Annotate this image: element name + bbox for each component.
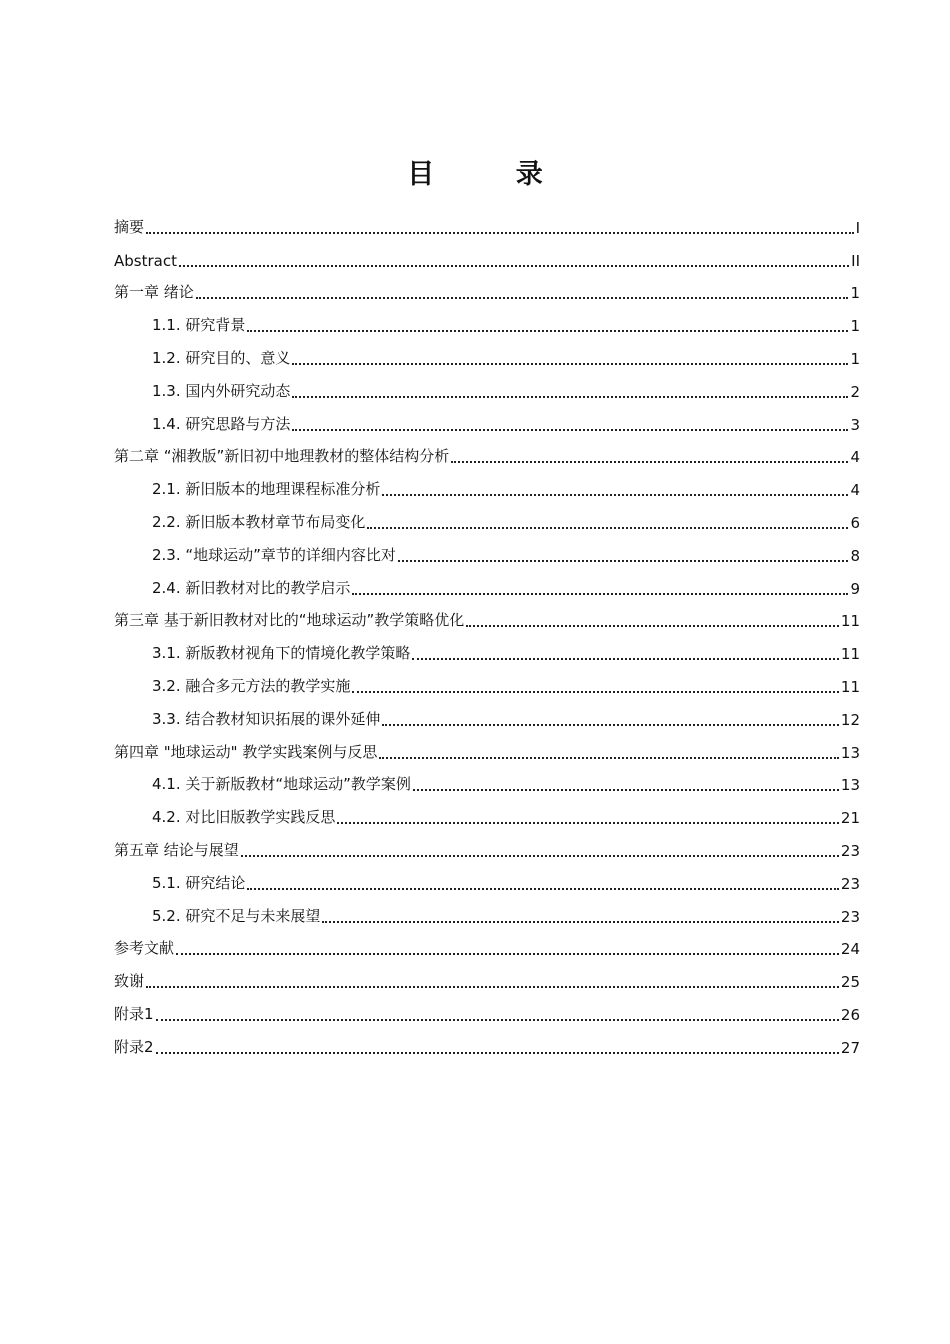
- toc-entry[interactable]: [114, 470, 860, 503]
- toc-entry[interactable]: [114, 930, 860, 963]
- toc-entry[interactable]: [114, 962, 860, 995]
- toc-entry-label: 附录1: [114, 1004, 154, 1023]
- toc-leader-dots: [413, 785, 839, 791]
- toc-entry-label: 第二章 “湘教版”新旧初中地理教材的整体结构分析: [114, 447, 450, 466]
- toc-leader-dots: [196, 293, 849, 299]
- toc-leader-dots: [379, 753, 839, 759]
- toc-entry-page: 11: [840, 677, 860, 696]
- toc-entry-label: 5.2. 研究不足与未来展望: [152, 906, 321, 925]
- toc-entry[interactable]: [114, 1028, 860, 1061]
- toc-leader-dots: [241, 851, 839, 857]
- toc-entry-label: 致谢: [114, 972, 145, 991]
- toc-entry[interactable]: [114, 864, 860, 897]
- toc-entry[interactable]: [114, 667, 860, 700]
- toc-entry-label: 摘要: [114, 217, 145, 236]
- toc-entry[interactable]: [114, 634, 860, 667]
- toc-entry-page: 23: [840, 874, 860, 893]
- toc-entry-page: 11: [840, 612, 860, 631]
- toc-leader-dots: [352, 687, 839, 693]
- toc-leader-dots: [352, 589, 848, 595]
- toc-leader-dots: [382, 720, 839, 726]
- toc-entry-page: 6: [850, 513, 860, 532]
- toc-entry-page: 2: [850, 382, 860, 401]
- toc-entry-page: 1: [850, 317, 860, 336]
- toc-entry-label: 参考文献: [114, 939, 175, 958]
- toc-entry[interactable]: [114, 405, 860, 438]
- toc-entry-label: 1.1. 研究背景: [152, 316, 246, 335]
- toc-entry-label: 3.3. 结合教材知识拓展的课外延伸: [152, 709, 381, 728]
- toc-entry-label: 2.4. 新旧教材对比的教学启示: [152, 578, 351, 597]
- toc-entry-page: I: [855, 218, 860, 237]
- toc-entry[interactable]: [114, 536, 860, 569]
- toc-entry-page: 26: [840, 1005, 860, 1024]
- toc-entry-label: 1.3. 国内外研究动态: [152, 381, 291, 400]
- toc-entry[interactable]: [114, 733, 860, 766]
- table-of-contents: [114, 208, 860, 1061]
- toc-entry-page: 11: [840, 645, 860, 664]
- toc-entry-label: 第三章 基于新旧教材对比的“地球运动”教学策略优化: [114, 611, 465, 630]
- toc-entry[interactable]: [114, 798, 860, 831]
- toc-entry-page: 25: [840, 973, 860, 992]
- toc-entry[interactable]: [114, 274, 860, 307]
- toc-entry-page: 4: [850, 481, 860, 500]
- toc-entry[interactable]: [114, 602, 860, 635]
- toc-entry-page: 24: [840, 940, 860, 959]
- toc-entry-page: 23: [840, 907, 860, 926]
- toc-leader-dots: [322, 917, 839, 923]
- toc-entry-label: 3.2. 融合多元方法的教学实施: [152, 676, 351, 695]
- toc-leader-dots: [412, 654, 839, 660]
- toc-leader-dots: [247, 884, 839, 890]
- toc-leader-dots: [292, 425, 848, 431]
- toc-entry-page: 1: [850, 349, 860, 368]
- toc-entry[interactable]: [114, 339, 860, 372]
- toc-entry-page: 3: [850, 415, 860, 434]
- toc-leader-dots: [146, 228, 854, 234]
- toc-entry-label: 第五章 结论与展望: [114, 840, 239, 859]
- toc-entry-label: 2.3. “地球运动”章节的详细内容比对: [152, 545, 396, 564]
- toc-leader-dots: [398, 556, 849, 562]
- toc-entry-page: 8: [850, 546, 860, 565]
- toc-entry-label: 5.1. 研究结论: [152, 873, 246, 892]
- toc-entry[interactable]: [114, 208, 860, 241]
- toc-entry-page: 23: [840, 841, 860, 860]
- toc-leader-dots: [146, 982, 839, 988]
- toc-entry-page: 4: [850, 448, 860, 467]
- toc-entry[interactable]: [114, 766, 860, 799]
- toc-entry-label: 4.1. 关于新版教材“地球运动”教学案例: [152, 775, 411, 794]
- toc-entry-label: 1.2. 研究目的、意义: [152, 348, 291, 367]
- toc-entry[interactable]: [114, 241, 860, 274]
- toc-entry[interactable]: [114, 503, 860, 536]
- toc-entry-page: 1: [850, 284, 860, 303]
- toc-leader-dots: [466, 621, 839, 627]
- toc-entry-label: 4.2. 对比旧版教学实践反思: [152, 808, 336, 827]
- toc-entry[interactable]: [114, 569, 860, 602]
- toc-leader-dots: [337, 818, 839, 824]
- toc-leader-dots: [179, 261, 849, 267]
- toc-entry-page: 27: [840, 1038, 860, 1057]
- toc-leader-dots: [176, 949, 839, 955]
- toc-leader-dots: [382, 490, 848, 496]
- toc-entry[interactable]: [114, 306, 860, 339]
- toc-entry-label: 1.4. 研究思路与方法: [152, 414, 291, 433]
- toc-leader-dots: [292, 359, 848, 365]
- toc-entry[interactable]: [114, 438, 860, 471]
- toc-entry-label: 3.1. 新版教材视角下的情境化教学策略: [152, 644, 411, 663]
- toc-leader-dots: [292, 392, 848, 398]
- toc-leader-dots: [451, 457, 848, 463]
- toc-entry-page: 12: [840, 710, 860, 729]
- toc-leader-dots: [247, 326, 848, 332]
- toc-entry-label: 2.2. 新旧版本教材章节布局变化: [152, 512, 366, 531]
- toc-entry-label: 附录2: [114, 1037, 154, 1056]
- toc-entry-label: 第一章 绪论: [114, 283, 194, 302]
- toc-leader-dots: [156, 1015, 839, 1021]
- toc-entry-label: 第四章 "地球运动" 教学实践案例与反思: [114, 742, 378, 761]
- toc-entry[interactable]: [114, 831, 860, 864]
- toc-entry-page: II: [851, 251, 860, 270]
- toc-entry[interactable]: [114, 897, 860, 930]
- toc-entry[interactable]: [114, 700, 860, 733]
- toc-entry-label: 2.1. 新旧版本的地理课程标准分析: [152, 480, 381, 499]
- page-title: 目 录: [407, 159, 579, 190]
- toc-entry-page: 9: [850, 579, 860, 598]
- toc-entry[interactable]: [114, 995, 860, 1028]
- toc-leader-dots: [156, 1048, 839, 1054]
- toc-entry-page: 21: [840, 809, 860, 828]
- toc-entry-page: 13: [840, 743, 860, 762]
- toc-entry[interactable]: [114, 372, 860, 405]
- toc-entry-label: Abstract: [114, 251, 177, 270]
- toc-entry-page: 13: [840, 776, 860, 795]
- toc-leader-dots: [367, 523, 848, 529]
